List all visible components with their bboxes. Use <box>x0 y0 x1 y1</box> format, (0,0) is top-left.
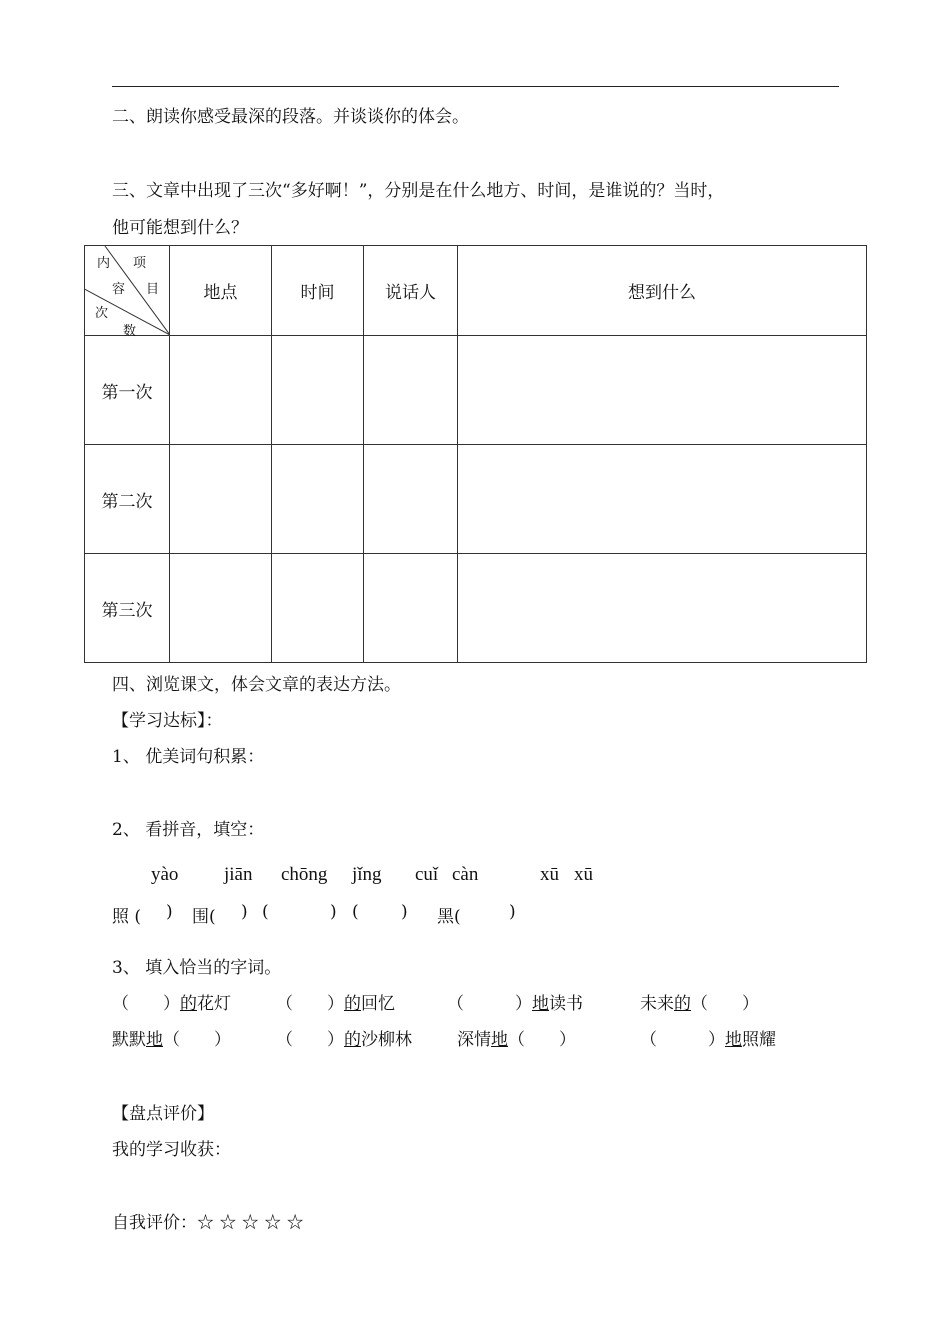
corner-label-xiang: 项 <box>133 256 147 271</box>
answer-cell[interactable] <box>458 336 867 445</box>
blank-hei-open: 黑( <box>437 907 461 927</box>
header-place: 地点 <box>170 246 272 336</box>
answer-cell[interactable] <box>272 445 364 554</box>
corner-label-mu: 目 <box>146 282 160 297</box>
pinyin-jing: jǐng <box>352 864 382 885</box>
row-label: 第三次 <box>85 554 170 663</box>
corner-label-rong: 容 <box>112 282 126 297</box>
corner-label-shu: 数 <box>123 324 137 339</box>
phrase-2-2: （ ）的沙柳林 <box>276 1030 412 1050</box>
question-3-line-1: 三、文章中出现了三次“多好啊！”，分别是在什么地方、时间，是谁说的？当时， <box>112 181 725 201</box>
blank-wei-close: ) <box>241 902 248 922</box>
item-2: 2、 看拼音，填空： <box>112 820 265 840</box>
top-rule <box>112 86 839 87</box>
phrase-1-2: （ ）的回忆 <box>276 994 395 1014</box>
row-label: 第二次 <box>85 445 170 554</box>
phrase-1-1: （ ）的花灯 <box>112 994 231 1014</box>
blank-zhao-open: 照 ( <box>112 907 142 927</box>
blank-hei-close: ) <box>509 902 516 922</box>
answer-cell[interactable] <box>364 336 458 445</box>
table-corner-cell <box>85 246 170 339</box>
question-3-line-2: 他可能想到什么？ <box>112 218 248 238</box>
header-time: 时间 <box>272 246 364 336</box>
blank-chongjing-close: ) <box>330 902 337 922</box>
self-eval-label: 自我评价： <box>112 1213 197 1233</box>
pinyin-xu-1: xū <box>540 864 559 885</box>
phrase-2-1: 默默地（ ） <box>112 1030 231 1050</box>
answer-cell[interactable] <box>272 336 364 445</box>
answer-cell[interactable] <box>170 445 272 554</box>
item-1: 1、 优美词句积累： <box>112 747 265 767</box>
pinyin-jian: jiān <box>224 864 253 885</box>
phrase-2-4: （ ）地照耀 <box>640 1030 776 1050</box>
phrase-2-3: 深情地（ ） <box>457 1030 576 1050</box>
phrase-1-4: 未来的（ ） <box>640 994 759 1014</box>
answer-cell[interactable] <box>170 336 272 445</box>
pinyin-cui: cuǐ <box>415 864 439 885</box>
pinyin-can: càn <box>452 864 479 885</box>
blank-zhao-close: ) <box>166 902 173 922</box>
table-row <box>85 445 867 554</box>
rating-stars[interactable]: ☆ ☆ ☆ ☆ ☆ <box>197 1213 304 1233</box>
header-speaker: 说话人 <box>364 246 458 336</box>
answer-cell[interactable] <box>364 554 458 663</box>
answer-cell[interactable] <box>170 554 272 663</box>
item-3: 3、 填入恰当的字词。 <box>112 958 282 978</box>
table-row <box>85 336 867 445</box>
answer-table <box>84 245 867 663</box>
pinyin-yao: yào <box>151 864 179 885</box>
self-evaluation <box>112 1208 304 1233</box>
answer-cell[interactable] <box>364 445 458 554</box>
learning-harvest: 我的学习收获： <box>112 1140 231 1160</box>
corner-label-ci: 次 <box>95 306 109 321</box>
answer-cell[interactable] <box>458 445 867 554</box>
pinyin-chong: chōng <box>281 864 328 885</box>
table-header-row <box>85 246 867 336</box>
blank-cuican-open: ( <box>352 902 359 922</box>
question-2: 二、朗读你感受最深的段落。并谈谈你的体会。 <box>112 107 469 127</box>
header-thoughts: 想到什么 <box>458 246 867 336</box>
question-4: 四、浏览课文，体会文章的表达方法。 <box>112 675 401 695</box>
corner-label-nei: 内 <box>97 256 111 271</box>
pinyin-xu-2: xū <box>574 864 593 885</box>
table-row <box>85 554 867 663</box>
blank-cuican-close: ) <box>401 902 408 922</box>
row-label: 第一次 <box>85 336 170 445</box>
blank-wei-open: 围( <box>192 907 216 927</box>
section-review: 【盘点评价】 <box>112 1104 214 1124</box>
blank-chongjing-open: ( <box>262 902 269 922</box>
answer-cell[interactable] <box>272 554 364 663</box>
phrase-1-3: （ ）地读书 <box>447 994 583 1014</box>
section-mastery: 【学习达标】： <box>112 711 223 731</box>
answer-cell[interactable] <box>458 554 867 663</box>
